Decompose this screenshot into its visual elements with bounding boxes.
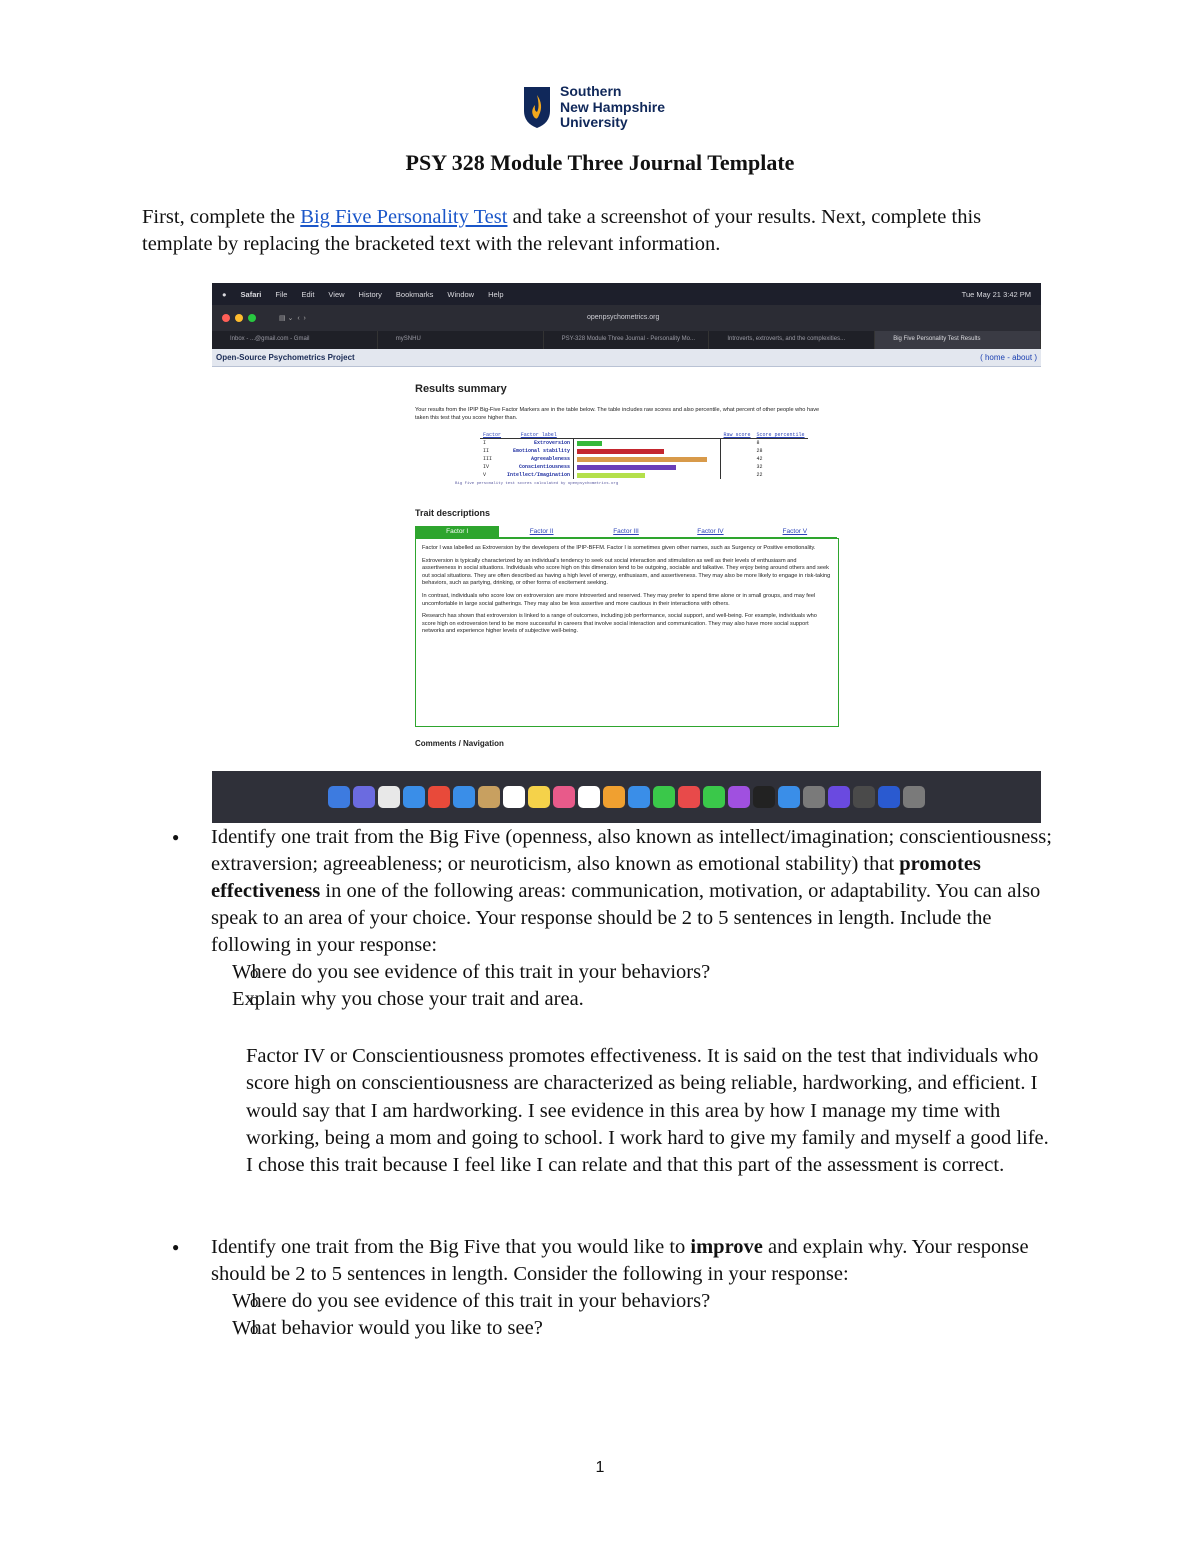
menu-item: Edit (301, 289, 315, 299)
dock-app-icon[interactable] (628, 786, 650, 808)
browser-toolbar (212, 305, 1041, 331)
dock-app-icon[interactable] (403, 786, 425, 808)
score-percentile: 32 (756, 464, 763, 470)
menu-item: History (358, 289, 382, 299)
menu-item: Help (488, 289, 504, 299)
score-percentile: 42 (756, 456, 763, 462)
browser-tab: Inbox - ...@gmail.com - Gmail (212, 331, 378, 349)
dock-app-icon[interactable] (428, 786, 450, 808)
bar-cell (574, 439, 721, 448)
browser-tab: Big Five Personality Test Results (875, 331, 1041, 349)
browser-tab: PSY-328 Module Three Journal - Personality Mo... (544, 331, 710, 349)
factor-tab[interactable]: Factor IV (668, 526, 752, 538)
results-footnote: Big Five personality test scores calculated by openpsychometrics.org (455, 482, 619, 486)
intro-paragraph: First, complete the Big Five Personality Test and take a screenshot of your results. Next, complete this template by replacing the bracketed text with the relevant information. (142, 206, 982, 255)
menu-item: Window (447, 289, 475, 299)
bar-cell (574, 455, 721, 463)
raw-score (721, 455, 754, 463)
dock-app-icon[interactable] (903, 786, 925, 808)
menu-item: View (328, 289, 345, 299)
dock-app-icon[interactable] (678, 786, 700, 808)
table-header: Factor label (504, 432, 574, 439)
question-2-prompt: ● Identify one trait from the Big Five that you would like to improve and explain why. Your response should be 2 to 5 sentences in length. Consider the following in your response: o Where do you see evidence of this trait in your behaviors? o What behavior would you like to see? (160, 1234, 1060, 1342)
big-five-test-link[interactable]: Big Five Personality Test (300, 206, 508, 228)
trait-paragraph: Research has shown that extroversion is linked to a range of outcomes, including job performance, social support, and well-being. For example, individuals who score high on extroversion tend to be more successful in careers that involve social interaction and communication. They may also have more social support networks and experience higher levels of subjective well-being. (422, 613, 817, 635)
zoom-window-icon (248, 314, 256, 322)
trait-description-box (415, 538, 839, 727)
factor-number: I (483, 440, 487, 446)
factor-tab[interactable]: Factor V (753, 526, 837, 538)
dock-app-icon[interactable] (878, 786, 900, 808)
bar-cell (574, 447, 721, 455)
dock-app-icon[interactable] (703, 786, 725, 808)
browser-tabs (212, 331, 1041, 349)
dock-app-icon[interactable] (353, 786, 375, 808)
trait-heading: Trait descriptions (415, 508, 491, 518)
comments-heading: Comments / Navigation (415, 739, 504, 748)
menu-item: File (275, 289, 288, 299)
raw-score (721, 463, 754, 471)
dock-app-icon[interactable] (653, 786, 675, 808)
table-header: Raw score (721, 432, 754, 439)
raw-score (721, 447, 754, 455)
dock-app-icon[interactable] (528, 786, 550, 808)
raw-score (721, 439, 754, 448)
table-header: Score percentile (754, 432, 808, 439)
factor-number: II (483, 448, 490, 454)
factor-number: V (483, 472, 487, 478)
results-table (480, 432, 808, 479)
factor-label: Intellect/Imagination (504, 471, 574, 479)
dock-app-icon[interactable] (853, 786, 875, 808)
results-page (415, 383, 845, 748)
table-row (480, 439, 808, 448)
results-screenshot (212, 283, 1041, 823)
raw-score (721, 471, 754, 479)
factor-tab[interactable]: Factor I (415, 526, 499, 538)
factor-label: Extroversion (504, 439, 574, 448)
question-2-sub-1: o Where do you see evidence of this trait in your behaviors? (160, 1288, 1060, 1315)
question-2-sub-2: o What behavior would you like to see? (160, 1315, 1060, 1342)
dock-app-icon[interactable] (553, 786, 575, 808)
question-2 (160, 1234, 1060, 1342)
question-1 (160, 824, 1060, 1013)
score-bar (577, 465, 676, 470)
factor-label: Emotional stability (504, 447, 574, 455)
results-heading: Results summary (415, 383, 507, 395)
close-window-icon (222, 314, 230, 322)
factor-number: III (483, 456, 493, 462)
trait-paragraph: In contrast, individuals who score low on extroversion are more introverted and reserved. They may prefer to spend time alone or in small groups, and may feel uncomfortable in large social gatherings. They may also be less assertive and more cautious in their interactions with others. (422, 592, 816, 607)
dock-app-icon[interactable] (328, 786, 350, 808)
table-row (480, 447, 808, 455)
table-row (480, 471, 808, 479)
dock-app-icon[interactable] (828, 786, 850, 808)
dock-app-icon[interactable] (728, 786, 750, 808)
score-percentile: 28 (756, 448, 763, 454)
factor-tabs (415, 526, 837, 538)
clock: Tue May 21 3:42 PM (961, 289, 1031, 299)
dock-app-icon[interactable] (453, 786, 475, 808)
factor-tab[interactable]: Factor III (584, 526, 668, 538)
university-logo (522, 84, 665, 131)
question-1-prompt: ● Identify one trait from the Big Five (openness, also known as intellect/imagination; conscientiousness; extraversion; agreeableness; or neuroticism, also known as emotional stability) that promotes effectiveness in one of the following areas: communication, motivation, or adaptability. You can also speak to an area of your choice. Your response should be 2 to 5 sentences in length. Include the following in your response: o Where do you see evidence of this trait in your behaviors? o Explain why you chose your trait and area. (160, 824, 1060, 1013)
dock-app-icon[interactable] (753, 786, 775, 808)
logo-wordmark: Southern New Hampshire University (560, 83, 666, 130)
mac-dock (212, 771, 1041, 823)
dock-app-icon[interactable] (378, 786, 400, 808)
table-row (480, 455, 808, 463)
minimize-window-icon (235, 314, 243, 322)
dock-app-icon[interactable] (778, 786, 800, 808)
address-bar: openpsychometrics.org (587, 314, 660, 321)
bar-cell (574, 463, 721, 471)
table-row (480, 463, 808, 471)
document-title: PSY 328 Module Three Journal Template (405, 150, 795, 175)
table-header: Factor (480, 432, 504, 439)
answer-1: Factor IV or Conscientiousness promotes effectiveness. It is said on the test that individuals who score high on conscientiousness are characterized as being reliable, hardworking, and efficient. I would say that I am hardworking. I see evidence in this area by how I manage my time with working, being a mom and going to school. I work hard to give my family and myself a good life. I chose this trait because I feel like I can relate and that this part of the assessment is correct. (246, 1045, 1049, 1177)
apple-icon: ● (222, 289, 227, 299)
dock-app-icon[interactable] (803, 786, 825, 808)
factor-label: Conscientiousness (504, 463, 574, 471)
score-bar (577, 441, 602, 446)
factor-label: Agreeableness (504, 455, 574, 463)
results-text: Your results from the IPIP Big-Five Factor Markers are in the table below. The table includes raw scores and also percentile, what percent of other people who have taken this test that you score higher than. (415, 407, 820, 421)
factor-tab[interactable]: Factor II (499, 526, 583, 538)
dock-app-icon[interactable] (478, 786, 500, 808)
page-number: 1 (595, 1459, 605, 1476)
score-bar (577, 473, 645, 478)
score-percentile: 22 (756, 472, 763, 478)
question-1-sub-2: o Explain why you chose your trait and area. (160, 986, 1060, 1013)
score-bar (577, 449, 664, 454)
dock-app-icon[interactable] (578, 786, 600, 808)
flame-shield-icon (522, 85, 552, 129)
score-bar (577, 457, 707, 462)
sidebar-icon: ▤ ⌄ ‹ › (279, 315, 306, 322)
browser-tab: mySNHU (378, 331, 544, 349)
menu-item: Bookmarks (395, 289, 434, 299)
question-1-sub-1: o Where do you see evidence of this trait in your behaviors? (160, 959, 1060, 986)
factor-number: IV (483, 464, 490, 470)
dock-app-icon[interactable] (503, 786, 525, 808)
dock-app-icon[interactable] (603, 786, 625, 808)
mac-menubar: ● Safari File Edit View History Bookmarks Window Help Tue May 21 3:42 PM (212, 283, 1041, 305)
trait-paragraph: Factor I was labelled as Extroversion by the developers of the IPIP-BFFM. Factor I is sometimes given other names, such as Surgency or Positive emotionality. (422, 545, 816, 551)
trait-paragraph: Extroversion is typically characterized by an individual's tendency to seek out social interaction and stimulation as well as their levels of enthusiasm and assertiveness in social situations. Individuals who score high on this dimension tend to be outgoing, sociable and talkative. They enjoy being around others and seek out social situations. They are often described as having a high level of energy, enthusiasm, and assertiveness. They may also be more likely to engage in risk-taking behaviors, such as partying, drinking, or other forms of excitement seeking. (422, 557, 831, 587)
site-header: Open-Source Psychometrics Project ( home - about ) (212, 349, 1041, 367)
score-percentile: 8 (756, 440, 760, 446)
bar-cell (574, 471, 721, 479)
browser-tab: Introverts, extroverts, and the complexities... (709, 331, 875, 349)
